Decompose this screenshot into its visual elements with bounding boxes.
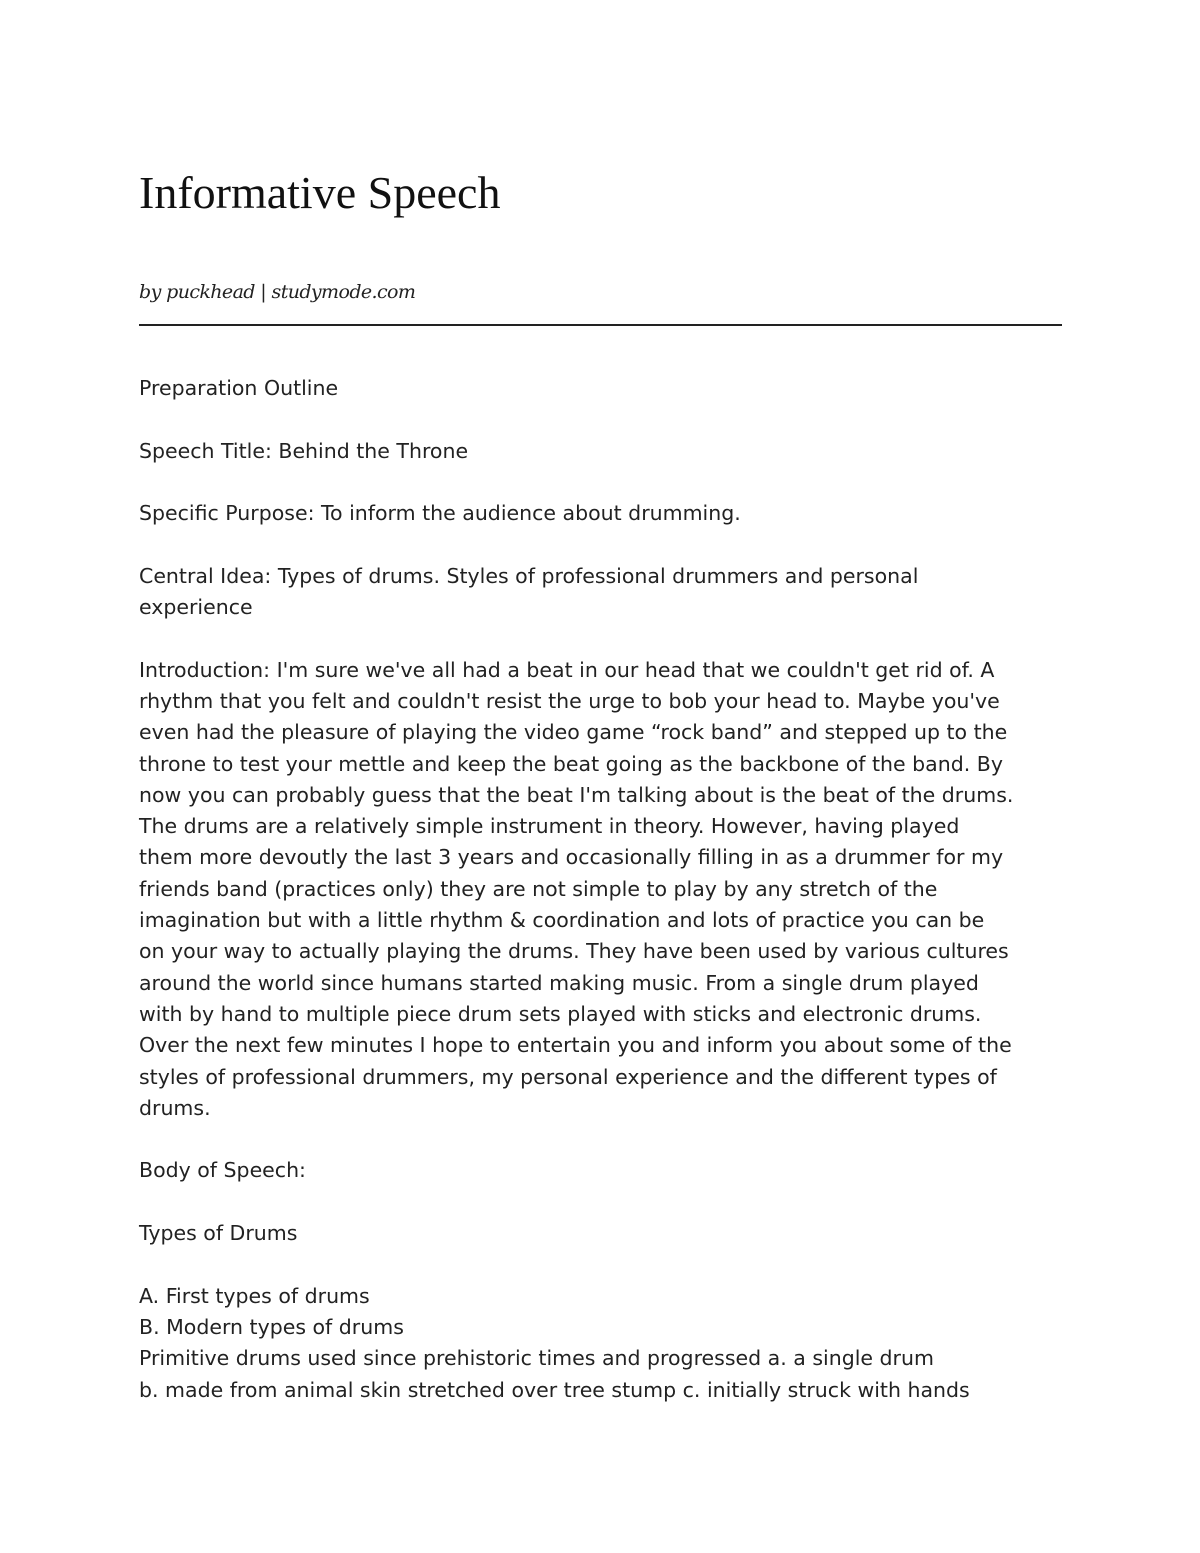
paragraph-line: imagination but with a little rhythm & coordination and lots of practice you can be [139, 908, 985, 933]
body-paragraph [139, 436, 1062, 467]
paragraph-line: Specific Purpose: To inform the audience about drumming. [139, 501, 741, 526]
paragraph-line: now you can probably guess that the beat I'm talking about is the beat of the drums. [139, 782, 1014, 807]
document-title: Informative Speech [139, 167, 501, 218]
paragraph-line: Over the next few minutes I hope to entertain you and inform you about some of the [139, 1033, 1012, 1058]
paragraph-line: The drums are a relatively simple instrument in theory. However, having played [139, 814, 960, 839]
paragraph-line: them more devoutly the last 3 years and occasionally filling in as a drummer for my [139, 845, 1004, 870]
body-paragraph [139, 373, 1062, 404]
document-byline: by puckhead | studymode.com [139, 281, 416, 303]
paragraph-line: experience [139, 595, 253, 620]
paragraph-line: Preparation Outline [139, 376, 339, 400]
paragraph-line: on your way to actually playing the drums. They have been used by various cultures [139, 939, 1009, 964]
body-paragraph [139, 1281, 1062, 1406]
paragraph-line: around the world since humans started making music. From a single drum played [139, 970, 979, 995]
paragraph-line: Central Idea: Types of drums. Styles of professional drummers and personal [139, 563, 919, 588]
paragraph-line: Body of Speech: [139, 1158, 306, 1183]
body-paragraph [139, 1155, 1062, 1186]
paragraph-line: Introduction: I'm sure we've all had a beat in our head that we couldn't get rid of. A [139, 657, 995, 682]
body-paragraph [139, 655, 1062, 1124]
paragraph-line: styles of professional drummers, my personal experience and the different types of [139, 1064, 997, 1089]
body-paragraph [139, 561, 1062, 624]
paragraph-line: with by hand to multiple piece drum sets played with sticks and electronic drums. [139, 1001, 982, 1026]
paragraph-line: even had the pleasure of playing the video game “rock band” and stepped up to the [139, 720, 1008, 745]
document-body [139, 373, 1062, 1437]
title-divider [139, 324, 1062, 326]
paragraph-line: b. made from animal skin stretched over tree stump c. initially struck with hands [139, 1377, 970, 1402]
paragraph-line: Speech Title: Behind the Throne [139, 438, 469, 463]
body-paragraph [139, 498, 1062, 529]
paragraph-line: Primitive drums used since prehistoric times and progressed a. a single drum [139, 1346, 934, 1371]
body-paragraph [139, 1218, 1062, 1249]
paragraph-line: drums. [139, 1095, 211, 1120]
paragraph-line: A. First types of drums [139, 1283, 370, 1308]
paragraph-line: Types of Drums [139, 1221, 298, 1246]
paragraph-line: throne to test your mettle and keep the beat going as the backbone of the band. By [139, 751, 1003, 776]
paragraph-line: B. Modern types of drums [139, 1314, 404, 1339]
paragraph-line: rhythm that you felt and couldn't resist the urge to bob your head to. Maybe you've [139, 688, 1000, 713]
paragraph-line: friends band (practices only) they are not simple to play by any stretch of the [139, 876, 938, 901]
